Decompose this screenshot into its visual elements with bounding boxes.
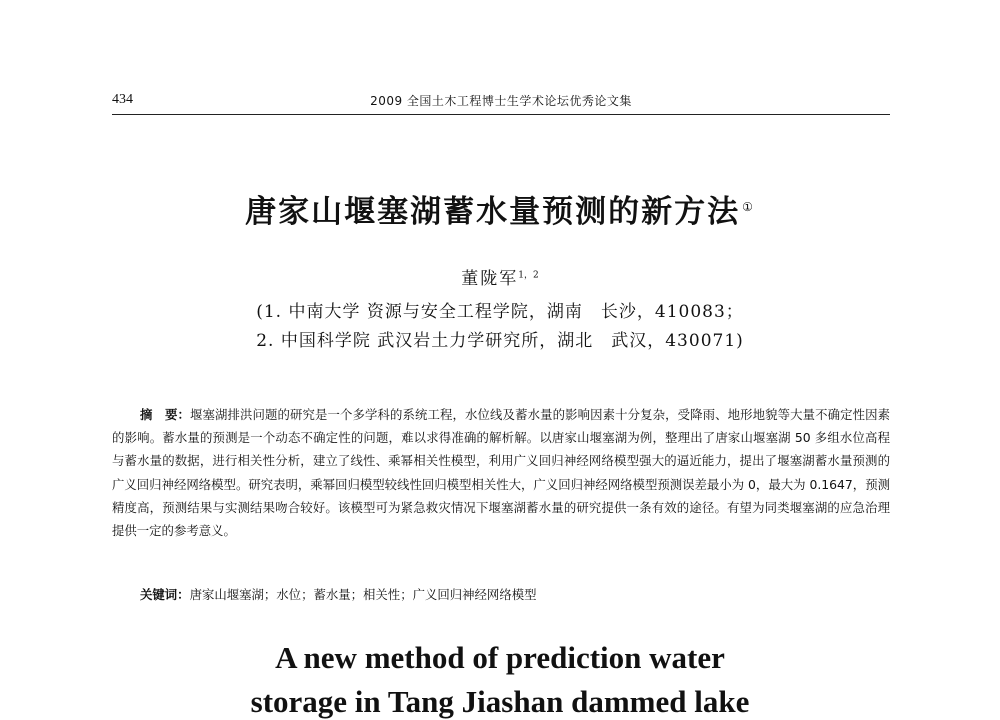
running-header (112, 88, 890, 112)
header-rule (112, 114, 890, 115)
author-line (0, 264, 1000, 289)
page-number: 434 (112, 92, 133, 107)
keywords-line (140, 585, 890, 603)
affiliation-1: (1. 中南大学 资源与安全工程学院，湖南 长沙，410083； (256, 302, 744, 322)
keywords-label: 关键词： (140, 587, 190, 602)
paper-title-english-line-2: storage in Tang Jiashan dammed lake (250, 684, 750, 719)
paper-title-english-line-1: A new method of prediction water (275, 640, 725, 675)
author-name: 董陇军 (461, 269, 519, 289)
author-affiliation-marks: 1，2 (518, 270, 539, 281)
affiliation-2: 2. 中国科学院 武汉岩土力学研究所，湖北 武汉，430071) (256, 331, 744, 351)
abstract-text: 堰塞湖排洪问题的研究是一个多学科的系统工程，水位线及蓄水量的影响因素十分复杂，受降雨、地形地貌等大量不确定性因素的影响。蓄水量的预测是一个动态不确定性的问题，难以求得准确的解析解。以唐家山堰塞湖为例，整理出了唐家山堰塞湖 50 多组水位高程与蓄水量的数据，进行相关性分析，建立了线性、乘幂相关性模型，利用广义回归神经网络模型强大的逼近能力，提出了堰塞湖蓄水量预测的广义回归神经网络模型。研究表明，乘幂回归模型较线性回归模型相关性大，广义回归神经网络模型预测误差最小为 0，最大为 0.1647，预测精度高，预测结果与实测结果吻合较好。该模型可为紧急救灾情况下堰塞湖蓄水量的研究提供一条有效的途径。有望为同类堰塞湖的应急治理提供一定的参考意义。 (112, 407, 891, 539)
abstract-label: 摘 要： (140, 407, 191, 422)
running-head-title: 2009 全国土木工程博士生学术论坛优秀论文集 (370, 94, 632, 108)
title-text: 唐家山堰塞湖蓄水量预测的新方法 (245, 194, 741, 230)
paper-title-chinese (0, 186, 1000, 231)
abstract-paragraph (112, 403, 890, 542)
title-footnote-mark: ① (742, 199, 755, 214)
keywords-text: 唐家山堰塞湖；水位；蓄水量；相关性；广义回归神经网络模型 (189, 587, 537, 602)
